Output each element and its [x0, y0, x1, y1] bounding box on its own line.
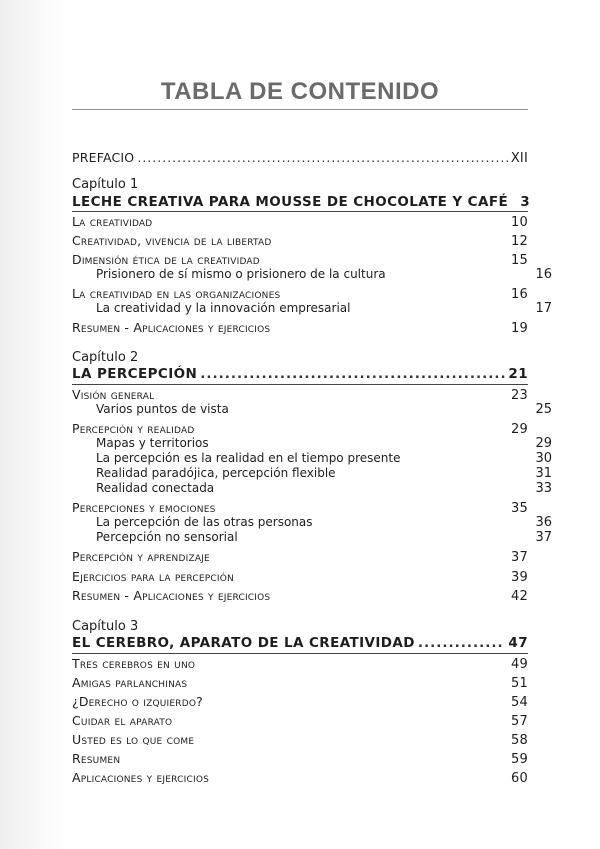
chapter-page: 47 — [508, 635, 528, 651]
toc-subentry: Realidad paradójica, percepción flexible 31 — [96, 466, 552, 481]
toc-subentry: Percepción no sensorial 37 — [96, 530, 552, 545]
toc-entry: Resumen - Aplicaciones y ejercicios 42 — [72, 588, 528, 604]
dot-leader — [200, 366, 505, 382]
toc-subentry: Realidad conectada 33 — [96, 481, 552, 496]
toc-subentry: La percepción es la realidad en el tiempo presente 30 — [96, 451, 552, 466]
toc-subentry: La creatividad y la innovación empresarial 17 — [96, 301, 552, 316]
toc-entry: Resumen - Aplicaciones y ejercicios 19 — [72, 320, 528, 336]
toc-entry-preface — [72, 150, 528, 166]
toc-entry: Resumen 59 — [72, 751, 528, 767]
chapter-title-row — [72, 635, 528, 651]
toc-entry: Visión general 23 — [72, 387, 528, 403]
toc-entry: Ejercicios para la percepción 39 — [72, 569, 528, 585]
chapter-title: EL CEREBRO, APARATO DE LA CREATIVIDAD — [72, 635, 415, 651]
toc-entry: Aplicaciones y ejercicios 60 — [72, 770, 528, 786]
toc-entry: La creatividad en las organizaciones 16 — [72, 286, 528, 302]
chapter-number: Capítulo 3 — [72, 619, 139, 634]
toc-entry-page: XII — [510, 151, 528, 166]
toc-subentry: Varios puntos de vista 25 — [96, 402, 552, 417]
toc-entry: Cuidar el aparato 57 — [72, 713, 528, 729]
toc-entry: Usted es lo que come 58 — [72, 732, 528, 748]
page-title: TABLA DE CONTENIDO — [160, 78, 440, 105]
chapter-title: LECHE CREATIVA PARA MOUSSE DE CHOCOLATE Y CAFÉ — [72, 194, 509, 210]
chapter-title-row — [72, 366, 528, 382]
toc-entry: Amigas parlanchinas 51 — [72, 675, 528, 691]
page-edge-shadow — [0, 0, 66, 849]
toc-entry: La creatividad 10 — [72, 214, 528, 230]
toc-subentry: Prisionero de sí mismo o prisionero de la cultura 16 — [96, 267, 552, 282]
dot-leader — [418, 635, 506, 651]
toc-subentry: La percepción de las otras personas 36 — [96, 515, 552, 530]
chapter-page: 3 — [520, 194, 531, 210]
toc-entry: Percepción y aprendizaje 37 — [72, 549, 528, 565]
chapter-rule — [72, 384, 528, 385]
dot-leader — [137, 150, 507, 165]
toc-entry: Dimensión ética de la creatividad 15 — [72, 252, 528, 268]
toc-entry: Percepción y realidad 29 — [72, 421, 528, 437]
toc-entry-label: PREFACIO — [72, 150, 135, 165]
chapter-title-row — [72, 194, 531, 210]
chapter-title: LA PERCEPCIÓN — [72, 366, 198, 382]
toc-subentry: Mapas y territorios 29 — [96, 436, 552, 451]
toc-entry: Creatividad, vivencia de la libertad 12 — [72, 233, 528, 249]
chapter-page: 21 — [508, 366, 528, 382]
toc-entry: Percepciones y emociones 35 — [72, 500, 528, 516]
chapter-number: Capítulo 1 — [72, 177, 139, 192]
chapter-rule — [72, 653, 528, 654]
chapter-number: Capítulo 2 — [72, 350, 139, 365]
toc-entry: Tres cerebros en uno 49 — [72, 656, 528, 672]
title-rule — [72, 109, 528, 110]
chapter-rule — [72, 211, 528, 212]
toc-entry: ¿Derecho o izquierdo? 54 — [72, 694, 528, 710]
